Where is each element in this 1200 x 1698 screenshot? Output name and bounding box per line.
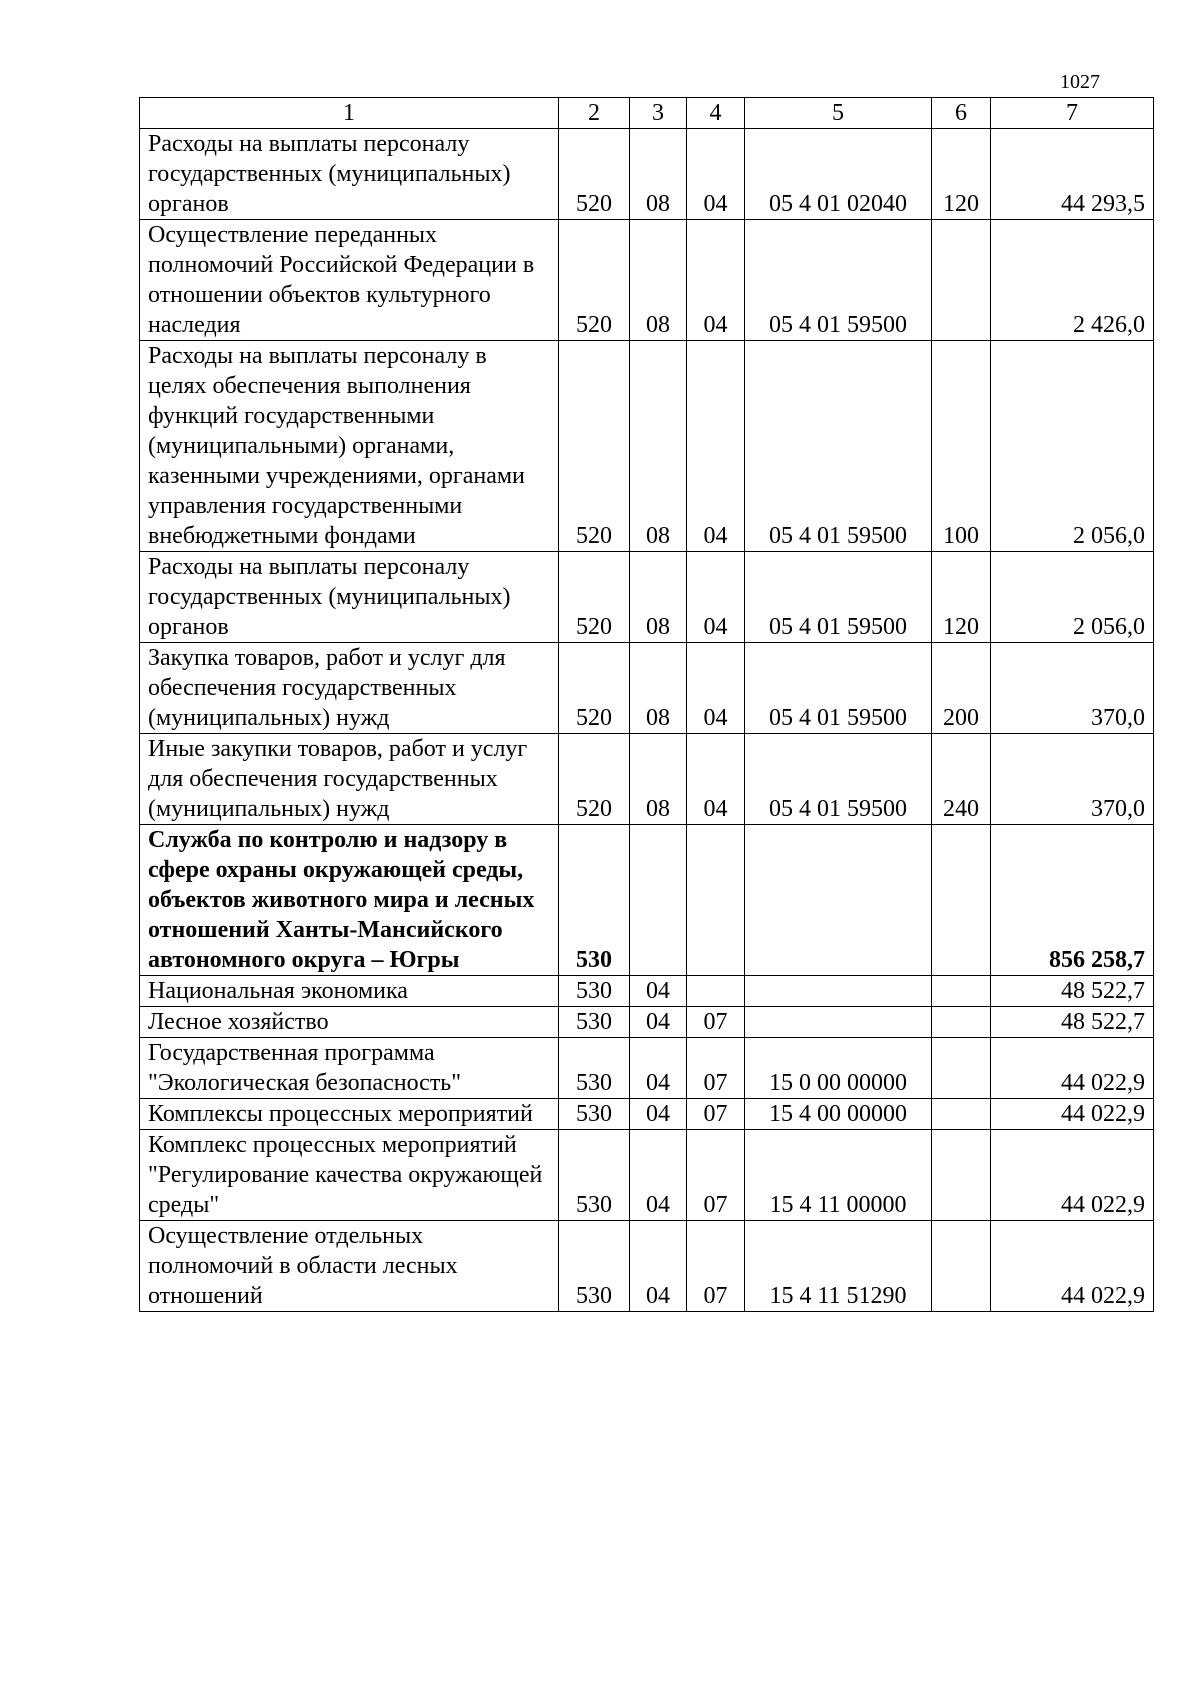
row-cell-5: 05 4 01 02040 (745, 129, 932, 220)
row-cell-6 (932, 1130, 991, 1221)
row-cell-4: 04 (687, 734, 745, 825)
row-amount-cell: 48 522,7 (991, 976, 1154, 1007)
row-name-cell: Осуществление переданных полномочий Российской Федерации в отношении объектов культурного наследия (140, 220, 559, 341)
row-cell-3: 04 (630, 976, 687, 1007)
row-cell-5: 15 4 11 00000 (745, 1130, 932, 1221)
row-cell-6 (932, 1099, 991, 1130)
row-cell-4: 04 (687, 129, 745, 220)
row-cell-4 (687, 825, 745, 976)
row-cell-3: 08 (630, 643, 687, 734)
row-cell-2: 530 (559, 1038, 630, 1099)
row-cell-3: 08 (630, 734, 687, 825)
row-name-cell: Расходы на выплаты персоналу государственных (муниципальных) органов (140, 552, 559, 643)
table-row (140, 1221, 1154, 1312)
row-cell-6: 100 (932, 341, 991, 552)
row-name-cell: Государственная программа "Экологическая безопасность" (140, 1038, 559, 1099)
table-row (140, 643, 1154, 734)
row-cell-3: 04 (630, 1007, 687, 1038)
row-amount-cell: 44 022,9 (991, 1038, 1154, 1099)
header-cell: 3 (630, 98, 687, 129)
row-cell-5 (745, 825, 932, 976)
row-cell-3: 04 (630, 1099, 687, 1130)
row-cell-6 (932, 1007, 991, 1038)
header-cell: 7 (991, 98, 1154, 129)
row-cell-6: 200 (932, 643, 991, 734)
row-cell-2: 520 (559, 341, 630, 552)
row-amount-cell: 44 022,9 (991, 1130, 1154, 1221)
table-row (140, 734, 1154, 825)
row-cell-4: 04 (687, 552, 745, 643)
row-cell-5: 05 4 01 59500 (745, 341, 932, 552)
header-cell: 2 (559, 98, 630, 129)
table-row (140, 341, 1154, 552)
row-cell-5: 05 4 01 59500 (745, 734, 932, 825)
table-row (140, 1130, 1154, 1221)
row-cell-6: 120 (932, 129, 991, 220)
row-cell-3: 04 (630, 1038, 687, 1099)
table-row (140, 129, 1154, 220)
header-cell: 4 (687, 98, 745, 129)
row-amount-cell: 856 258,7 (991, 825, 1154, 976)
header-cell: 1 (140, 98, 559, 129)
row-cell-2: 520 (559, 552, 630, 643)
row-cell-4: 04 (687, 220, 745, 341)
table-row (140, 220, 1154, 341)
row-cell-6 (932, 976, 991, 1007)
row-cell-6 (932, 220, 991, 341)
row-cell-3: 08 (630, 220, 687, 341)
row-cell-5: 05 4 01 59500 (745, 643, 932, 734)
row-cell-3: 04 (630, 1221, 687, 1312)
row-amount-cell: 44 022,9 (991, 1099, 1154, 1130)
row-cell-2: 520 (559, 220, 630, 341)
row-amount-cell: 2 426,0 (991, 220, 1154, 341)
row-cell-6: 120 (932, 552, 991, 643)
row-name-cell: Расходы на выплаты персоналу в целях обеспечения выполнения функций государственными (муниципальными) органами, казенными учреждениями, органами управления государственными внебюджетными фондами (140, 341, 559, 552)
row-amount-cell: 44 293,5 (991, 129, 1154, 220)
row-cell-2: 520 (559, 643, 630, 734)
row-cell-3 (630, 825, 687, 976)
row-cell-2: 530 (559, 1007, 630, 1038)
row-amount-cell: 2 056,0 (991, 341, 1154, 552)
page-number: 1027 (1060, 71, 1100, 93)
row-amount-cell: 44 022,9 (991, 1221, 1154, 1312)
row-cell-2: 520 (559, 129, 630, 220)
row-cell-4: 07 (687, 1130, 745, 1221)
row-cell-6: 240 (932, 734, 991, 825)
row-name-cell: Комплекс процессных мероприятий "Регулирование качества окружающей среды" (140, 1130, 559, 1221)
row-cell-4: 04 (687, 341, 745, 552)
table-row (140, 1007, 1154, 1038)
row-cell-3: 08 (630, 341, 687, 552)
row-name-cell: Национальная экономика (140, 976, 559, 1007)
row-cell-2: 530 (559, 1099, 630, 1130)
row-cell-2: 530 (559, 1221, 630, 1312)
row-cell-5: 05 4 01 59500 (745, 552, 932, 643)
row-cell-4 (687, 976, 745, 1007)
row-cell-4: 04 (687, 643, 745, 734)
row-cell-4: 07 (687, 1099, 745, 1130)
row-name-cell: Закупка товаров, работ и услуг для обеспечения государственных (муниципальных) нужд (140, 643, 559, 734)
row-name-cell: Осуществление отдельных полномочий в области лесных отношений (140, 1221, 559, 1312)
row-amount-cell: 370,0 (991, 734, 1154, 825)
row-cell-6 (932, 1221, 991, 1312)
row-cell-3: 08 (630, 552, 687, 643)
row-cell-4: 07 (687, 1007, 745, 1038)
row-cell-2: 530 (559, 1130, 630, 1221)
row-cell-6 (932, 1038, 991, 1099)
table-row (140, 825, 1154, 976)
row-cell-5 (745, 1007, 932, 1038)
row-amount-cell: 370,0 (991, 643, 1154, 734)
row-cell-2: 530 (559, 825, 630, 976)
row-cell-3: 04 (630, 1130, 687, 1221)
row-cell-4: 07 (687, 1221, 745, 1312)
row-cell-6 (932, 825, 991, 976)
row-name-cell: Комплексы процессных мероприятий (140, 1099, 559, 1130)
budget-table (139, 97, 1154, 1312)
table-row (140, 1038, 1154, 1099)
row-name-cell: Расходы на выплаты персоналу государственных (муниципальных) органов (140, 129, 559, 220)
row-cell-2: 530 (559, 976, 630, 1007)
row-cell-3: 08 (630, 129, 687, 220)
row-amount-cell: 2 056,0 (991, 552, 1154, 643)
row-name-cell: Служба по контролю и надзору в сфере охраны окружающей среды, объектов животного мира и лесных отношений Ханты-Мансийского автономного округа – Югры (140, 825, 559, 976)
row-cell-5: 15 4 11 51290 (745, 1221, 932, 1312)
header-cell: 6 (932, 98, 991, 129)
row-cell-5: 15 0 00 00000 (745, 1038, 932, 1099)
row-cell-5: 15 4 00 00000 (745, 1099, 932, 1130)
row-cell-2: 520 (559, 734, 630, 825)
row-cell-5: 05 4 01 59500 (745, 220, 932, 341)
row-name-cell: Лесное хозяйство (140, 1007, 559, 1038)
row-cell-5 (745, 976, 932, 1007)
table-row (140, 1099, 1154, 1130)
table-row (140, 976, 1154, 1007)
header-cell: 5 (745, 98, 932, 129)
table-row (140, 552, 1154, 643)
row-cell-4: 07 (687, 1038, 745, 1099)
row-name-cell: Иные закупки товаров, работ и услуг для обеспечения государственных (муниципальных) нужд (140, 734, 559, 825)
table-header-row (140, 98, 1154, 129)
row-amount-cell: 48 522,7 (991, 1007, 1154, 1038)
